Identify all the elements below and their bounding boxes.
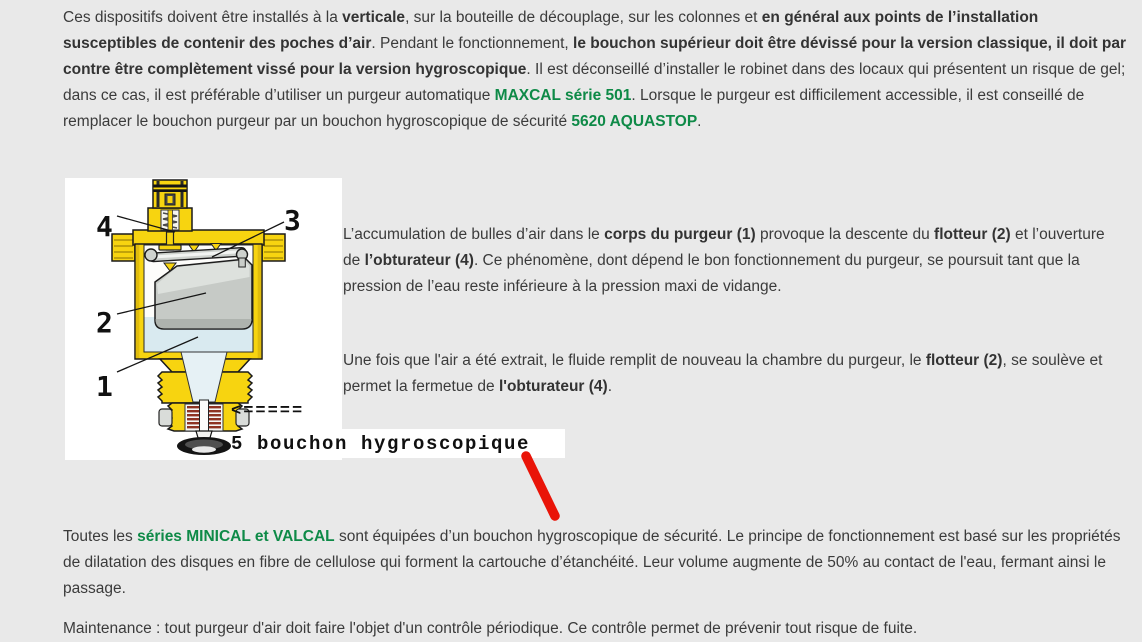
link-series-minical-valcal[interactable]: séries MINICAL et VALCAL: [137, 528, 335, 545]
function-paragraph-1: [343, 222, 1113, 300]
text-segment: . Pendant le fonctionnement,: [371, 35, 574, 52]
label-part-1: 1: [96, 370, 113, 403]
hygroscopic-cap: [177, 431, 231, 455]
text-segment-bold: flotteur (2): [934, 226, 1011, 243]
text-segment: Ces dispositifs doivent être installés à la: [63, 9, 343, 26]
valve-bottom-connection: [158, 352, 252, 436]
valve-lid: [133, 230, 264, 245]
text-segment: . Ce phénomène, dont dépend le bon fonctionnement du purgeur, se poursuit tant que la pression de l’eau reste inférieure à la pression maxi de vidange.: [343, 252, 1080, 295]
function-paragraph-2: [343, 348, 1113, 400]
label-part-4: 4: [96, 210, 113, 243]
top-cap: [153, 180, 187, 208]
label-part-2: 2: [96, 306, 113, 339]
label-part-3: 3: [284, 204, 301, 237]
text-segment: Une fois que l'air a été extrait, le fluide remplit de nouveau la chambre du purgeur, le: [343, 352, 926, 369]
intro-paragraph: [63, 5, 1130, 135]
text-segment: . Il est déconseillé d’installer le robinet dans des locaux qui présentent un risque de gel; dans ce cas, il est préférable d’utiliser un purgeur automatique: [63, 61, 1126, 104]
text-segment: provoque la descente du: [755, 226, 935, 243]
text-segment-bold: verticale: [342, 9, 406, 26]
text-segment-bold: le bouchon supérieur doit être dévissé pour la version classique, il doit par contre être complètement vissé pour la version hygroscopique: [63, 35, 1126, 78]
text-segment: sont équipées d’un bouchon hygroscopique de sécurité. Le principe de fonctionnement est basé sur les propriétés de dilatation des disques en fibre de cellulose qui forment la cartouche d’étanchéité. Leur volume augmente de 50% au contact de l'eau, fermant ainsi le passage.: [63, 528, 1121, 597]
text-segment-bold: l’obturateur (4): [364, 252, 474, 269]
maintenance-paragraph: [63, 616, 1130, 642]
link-5620-aquastop[interactable]: 5620 AQUASTOP: [571, 113, 698, 130]
link-maxcal-serie-501[interactable]: MAXCAL série 501: [494, 87, 632, 104]
series-paragraph: [63, 524, 1130, 602]
text-segment-bold: flotteur (2): [925, 352, 1003, 369]
text-segment: . Lorsque le purgeur est difficilement accessible, il est conseillé de remplacer le bouchon purgeur par un bouchon hygroscopique de sécurité: [63, 87, 1085, 130]
text-segment: .: [697, 113, 702, 130]
red-pointer-line: [505, 443, 575, 528]
text-segment: L’accumulation de bulles d’air dans le: [343, 226, 605, 243]
text-segment-bold: en général aux points de l’installation susceptibles de contenir des poches d’air: [63, 9, 1039, 52]
valve-bonnet: [148, 208, 192, 231]
text-segment: et l’ouverture de: [343, 226, 1105, 269]
ascii-arrow-annotation: <=====: [231, 402, 305, 421]
text-segment: Maintenance : tout purgeur d'air doit faire l'objet d'un contrôle périodique. Ce contrôle permet de prévenir tout risque de fuite.: [63, 620, 918, 637]
text-segment-bold: l'obturateur (4): [498, 378, 608, 395]
text-segment: .: [607, 378, 613, 395]
text-segment: , sur la bouteille de découplage, sur les colonnes et: [405, 9, 762, 26]
figure-caption-bouchon-hygroscopique: 5 bouchon hygroscopique: [231, 433, 531, 455]
text-segment: Toutes les: [63, 528, 138, 545]
text-segment-bold: corps du purgeur (1): [604, 226, 756, 243]
text-segment: , se soulève et permet la fermetue de: [343, 352, 1103, 395]
